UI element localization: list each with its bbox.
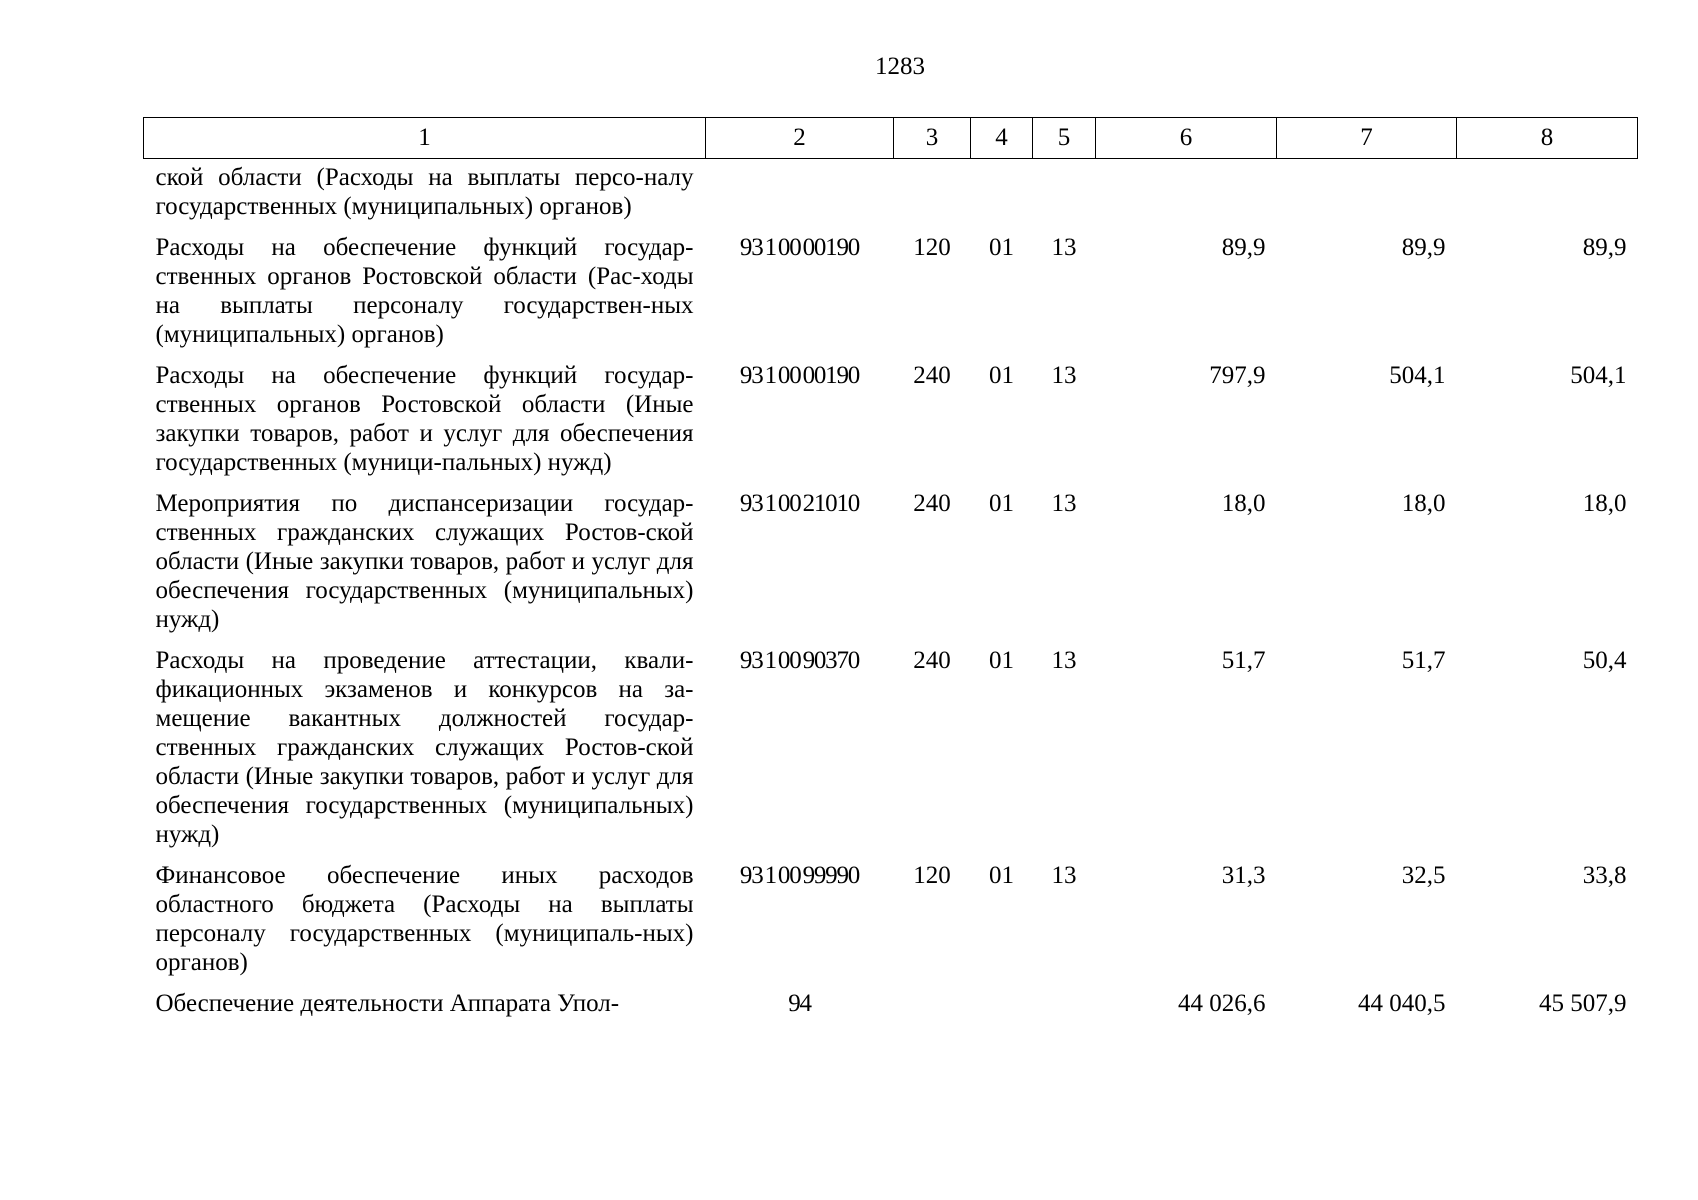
row-value-col7: 504,1 [1389,362,1446,389]
column-header-3: 3 [894,118,971,159]
row-expense-type: 240 [913,362,951,389]
row-target-code: 94 [788,990,811,1017]
row-value-col7: 51,7 [1401,647,1446,674]
row-value-col7: 18,0 [1401,490,1446,517]
row-expense-type: 120 [913,862,951,889]
row-value-col8: 33,8 [1582,862,1627,889]
row-subsection: 13 [1051,647,1077,674]
row-value-col7: 32,5 [1401,862,1446,889]
row-value-col6: 51,7 [1221,647,1266,674]
row-section: 01 [989,234,1014,261]
column-header-2: 2 [706,118,894,159]
row-value-col8: 50,4 [1582,647,1627,674]
table-row [144,233,1638,361]
budget-table [143,117,1638,1030]
column-header-8: 8 [1457,118,1638,159]
row-description: Расходы на проведение аттестации, квали-фикационных экзаменов и конкурсов на за-мещение вакантных должностей государ-ственных гражданских служащих Ростов-ской области (Иные закупки товаров, работ и услуг для обеспечения государственных (муниципальных) нужд) [155,647,694,848]
row-value-col6: 797,9 [1209,362,1266,389]
table-row [144,489,1638,646]
row-section: 01 [989,490,1014,517]
row-value-col6: 89,9 [1221,234,1266,261]
row-description: Расходы на обеспечение функций государ-ственных органов Ростовской области (Иные закупки товаров, работ и услуг для обеспечения государственных (муници-пальных) нужд) [155,362,694,476]
row-expense-type: 120 [913,234,951,261]
row-value-col8: 18,0 [1582,490,1627,517]
row-target-code: 93 1 00 00190 [739,362,860,389]
table-row [144,861,1638,989]
row-subsection: 13 [1051,362,1077,389]
row-description: Обеспечение деятельности Аппарата Упол- [155,990,620,1017]
row-section: 01 [989,362,1014,389]
row-target-code: 93 1 00 99990 [739,862,860,889]
row-value-col6: 31,3 [1221,862,1266,889]
row-section [971,989,1033,1030]
table-body [144,159,1638,1031]
row-description: ской области (Расходы на выплаты персо-налу государственных (муниципальных) органов) [155,164,694,220]
row-section: 01 [989,647,1014,674]
column-header-5: 5 [1033,118,1096,159]
table-row [144,159,1638,234]
row-subsection: 13 [1051,234,1077,261]
row-section: 01 [989,862,1014,889]
row-description: Финансовое обеспечение иных расходов областного бюджета (Расходы на выплаты персоналу государственных (муниципаль-ных) органов) [155,862,694,976]
row-target-code [706,159,894,234]
row-target-code: 93 1 00 90370 [739,647,860,674]
table-header [144,118,1638,159]
row-expense-type: 240 [913,490,951,517]
table-row [144,646,1638,861]
row-value-col6: 44 026,6 [1178,990,1266,1017]
row-section [971,159,1033,234]
row-expense-type [894,989,971,1030]
row-value-col8: 89,9 [1582,234,1627,261]
row-value-col7: 89,9 [1401,234,1446,261]
row-subsection [1033,989,1096,1030]
row-subsection [1033,159,1096,234]
row-subsection: 13 [1051,862,1077,889]
row-target-code: 93 1 00 00190 [739,234,860,261]
column-header-7: 7 [1277,118,1457,159]
row-description: Мероприятия по диспансеризации государ-ственных гражданских служащих Ростов-ской области (Иные закупки товаров, работ и услуг для обеспечения государственных (муниципальных) нужд) [155,490,694,633]
table-row [144,989,1638,1030]
row-value-col7: 44 040,5 [1358,990,1446,1017]
row-description: Расходы на обеспечение функций государ-ственных органов Ростовской области (Рас-ходы на выплаты персоналу государствен-ных (муниципальных) органов) [155,234,694,348]
page-number: 1283 [875,53,925,80]
row-value-col8: 504,1 [1570,362,1627,389]
table-row [144,361,1638,489]
row-value-col6 [1096,159,1277,234]
row-value-col7 [1277,159,1457,234]
row-value-col6: 18,0 [1221,490,1266,517]
row-expense-type: 240 [913,647,951,674]
row-expense-type [894,159,971,234]
column-header-4: 4 [971,118,1033,159]
row-value-col8: 45 507,9 [1539,990,1627,1017]
row-subsection: 13 [1051,490,1077,517]
row-target-code: 93 1 00 21010 [739,490,860,517]
column-header-6: 6 [1096,118,1277,159]
row-value-col8 [1457,159,1638,234]
column-header-1: 1 [144,118,706,159]
header-row [144,118,1638,159]
